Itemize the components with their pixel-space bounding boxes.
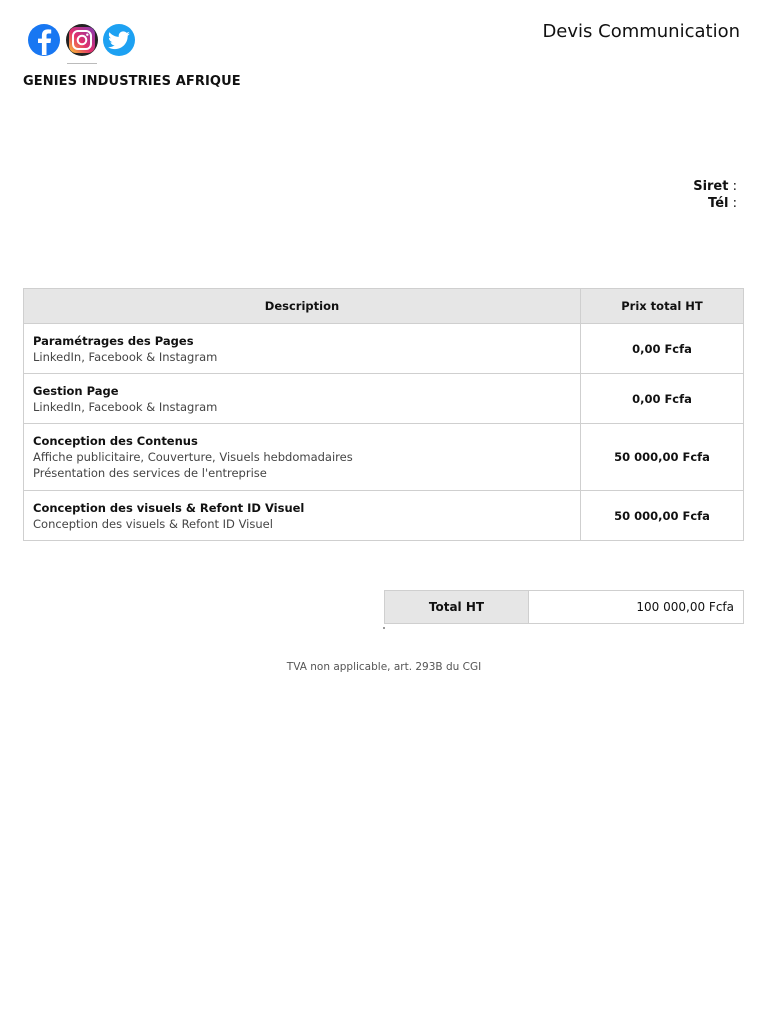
row-price: 50 000,00 Fcfa: [581, 424, 744, 491]
twitter-icon: [103, 24, 135, 56]
total-table: [384, 590, 744, 624]
siret-label: Siret: [693, 179, 729, 194]
row-description: [24, 324, 581, 374]
instagram-icon: [66, 24, 98, 56]
table-row: [24, 491, 744, 541]
total-row: [385, 591, 744, 624]
row-detail: LinkedIn, Facebook & Instagram: [33, 349, 218, 364]
tel-line: [693, 195, 737, 212]
row-price: 50 000,00 Fcfa: [581, 491, 744, 541]
row-title: Conception des visuels & Refont ID Visuel: [33, 500, 305, 515]
table-row: [24, 374, 744, 424]
header-price: Prix total HT: [581, 289, 744, 324]
row-detail: Présentation des services de l'entreprise: [33, 466, 267, 480]
header-description: Description: [24, 289, 581, 324]
tel-value: :: [732, 196, 737, 211]
table-row: [24, 324, 744, 374]
tel-label: Tél: [708, 196, 729, 211]
table-row: [24, 424, 744, 491]
row-description: [24, 374, 581, 424]
social-logos: [27, 22, 137, 68]
row-title: Conception des Contenus: [33, 434, 198, 448]
vat-note: TVA non applicable, art. 293B du CGI: [286, 661, 482, 673]
row-detail: Conception des visuels & Refont ID Visuel: [33, 516, 273, 531]
siret-line: [693, 178, 737, 195]
company-name: GENIES INDUSTRIES AFRIQUE: [23, 74, 241, 89]
row-detail: LinkedIn, Facebook & Instagram: [33, 399, 218, 414]
siret-value: :: [732, 179, 737, 194]
total-label: Total HT: [385, 591, 529, 624]
row-title: Paramétrages des Pages: [33, 333, 194, 348]
table-header-row: [24, 289, 744, 324]
total-value: 100 000,00 Fcfa: [529, 591, 744, 624]
row-title: Gestion Page: [33, 383, 119, 398]
row-description: [24, 491, 581, 541]
items-table: [23, 288, 744, 541]
logo-caption-line: [67, 63, 97, 64]
row-price: 0,00 Fcfa: [581, 324, 744, 374]
divider-dot: [383, 627, 385, 629]
row-detail: Affiche publicitaire, Couverture, Visuels hebdomadaires: [33, 450, 353, 464]
row-description: [24, 424, 581, 491]
document-title: Devis Communication: [542, 21, 740, 42]
company-ids: [693, 178, 737, 212]
row-price: 0,00 Fcfa: [581, 374, 744, 424]
facebook-icon: [28, 24, 60, 56]
